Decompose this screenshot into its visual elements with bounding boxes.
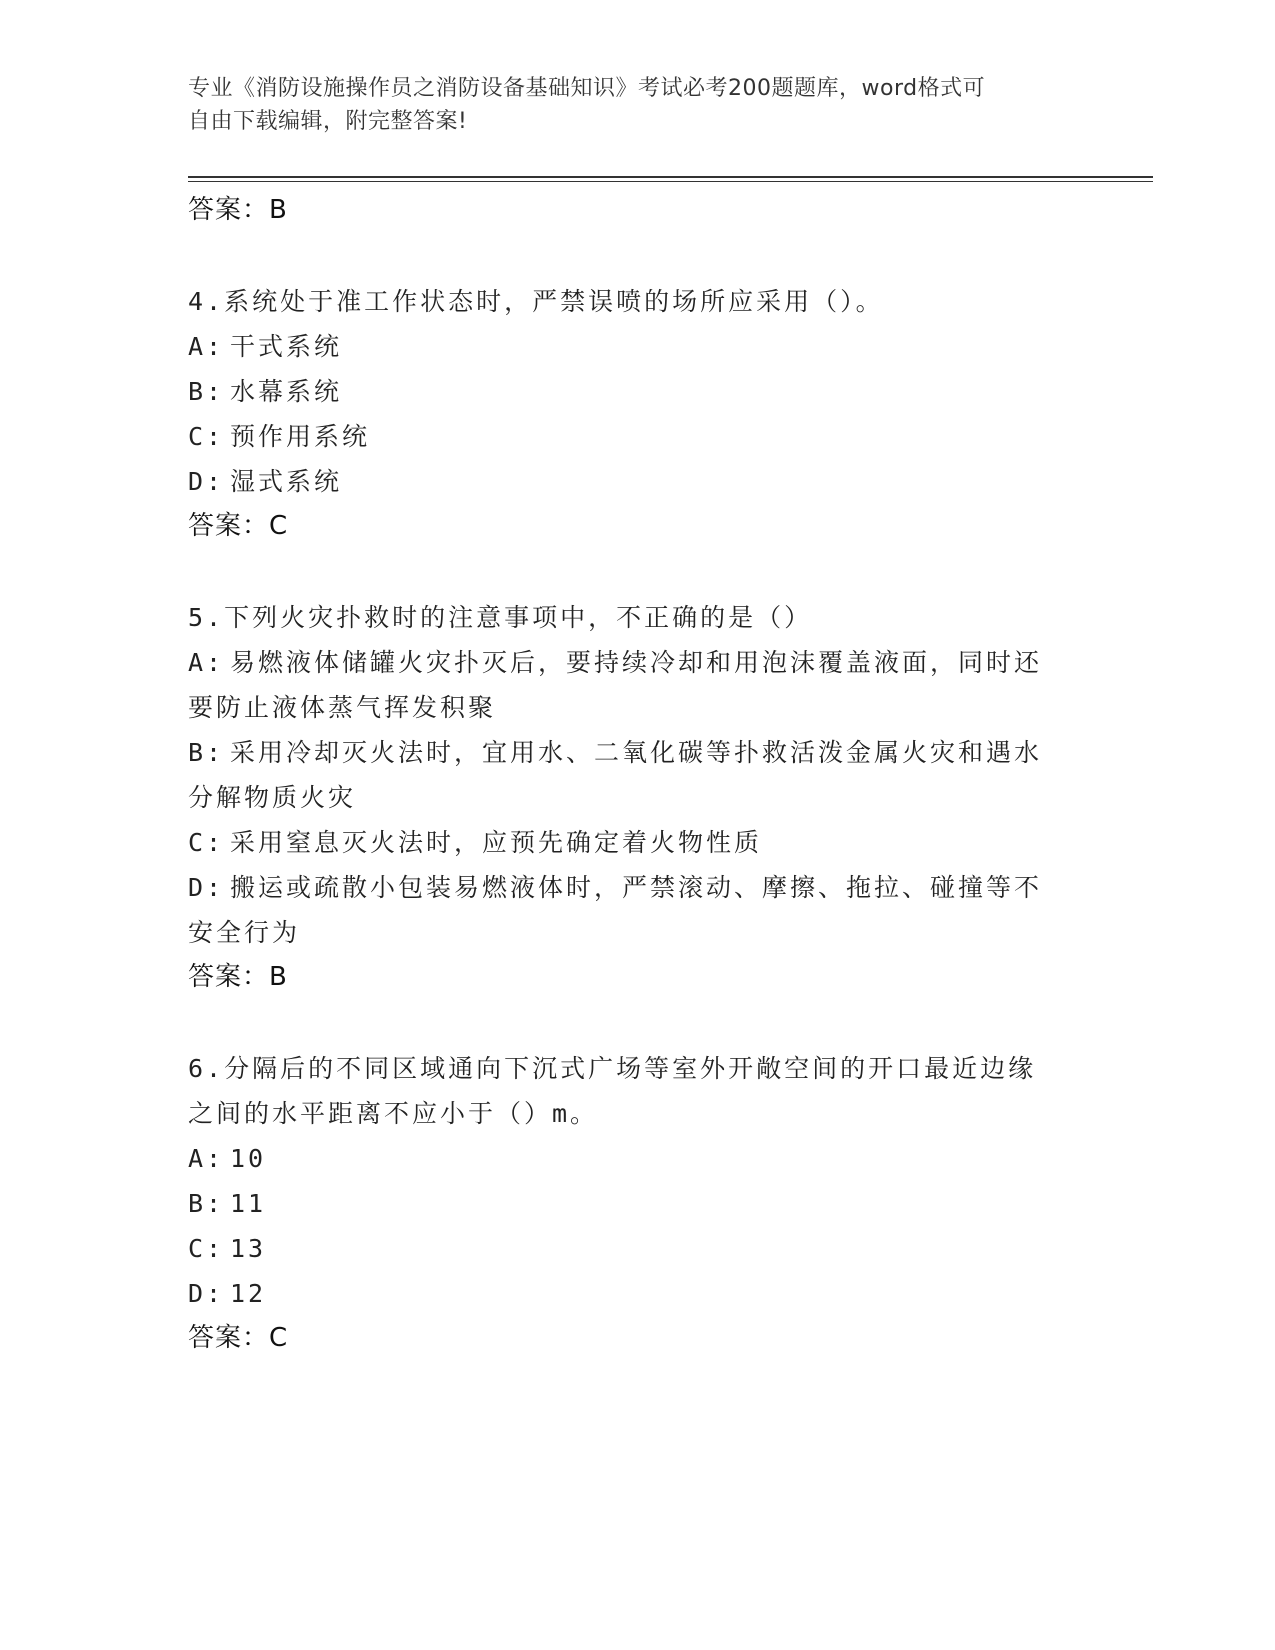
spacer <box>188 1000 1088 1046</box>
option-c <box>188 414 1088 459</box>
option-text: 预作用系统 <box>230 422 371 451</box>
spacer <box>188 233 1088 279</box>
option-text: 10 <box>230 1144 267 1173</box>
option-text: 干式系统 <box>230 332 343 361</box>
document-header <box>188 72 1088 138</box>
question-block <box>188 1046 1088 1361</box>
option-text: 湿式系统 <box>230 467 343 496</box>
option-prefix: B: <box>188 1189 225 1218</box>
option-prefix: A: <box>188 648 225 677</box>
option-prefix: B: <box>188 738 225 767</box>
option-prefix: B: <box>188 377 225 406</box>
header-rule-thin <box>188 181 1153 182</box>
option-b <box>188 730 1088 775</box>
option-d <box>188 1271 1088 1316</box>
question-stem: 4.系统处于准工作状态时，严禁误喷的场所应采用（）。 <box>188 287 884 316</box>
option-prefix: D: <box>188 467 225 496</box>
option-prefix: A: <box>188 1144 225 1173</box>
answer-line: 答案：C <box>188 1323 289 1353</box>
answer-line: 答案：B <box>188 962 288 992</box>
option-prefix: C: <box>188 422 225 451</box>
question-block <box>188 279 1088 549</box>
option-prefix: C: <box>188 1234 225 1263</box>
option-text: 12 <box>230 1279 267 1308</box>
option-c <box>188 820 1088 865</box>
option-a <box>188 324 1088 369</box>
option-a <box>188 1136 1088 1181</box>
question-stem-continued: 之间的水平距离不应小于（）m。 <box>188 1099 599 1128</box>
answer-line: 答案：C <box>188 511 289 541</box>
option-text: 采用窒息灭火法时，应预先确定着火物性质 <box>230 828 763 857</box>
option-prefix: A: <box>188 332 225 361</box>
option-prefix: C: <box>188 828 225 857</box>
option-b <box>188 369 1088 414</box>
option-text: 采用冷却灭火法时，宜用水、二氧化碳等扑救活泼金属火灾和遇水 <box>230 738 1043 767</box>
question-stem: 5.下列火灾扑救时的注意事项中，不正确的是（） <box>188 603 813 632</box>
header-line-1: 专业《消防设施操作员之消防设备基础知识》考试必考200题题库，word格式可 <box>188 76 986 101</box>
previous-answer: 答案：B <box>188 195 288 225</box>
option-prefix: D: <box>188 1279 225 1308</box>
spacer <box>188 549 1088 595</box>
question-content <box>188 188 1088 1361</box>
option-text: 水幕系统 <box>230 377 343 406</box>
option-prefix: D: <box>188 873 225 902</box>
option-a-continued: 要防止液体蒸气挥发积聚 <box>188 693 497 722</box>
question-block <box>188 595 1088 1000</box>
option-c <box>188 1226 1088 1271</box>
option-text: 易燃液体储罐火灾扑灭后，要持续冷却和用泡沫覆盖液面，同时还 <box>230 648 1043 677</box>
option-text: 搬运或疏散小包装易燃液体时，严禁滚动、摩擦、拖拉、碰撞等不 <box>230 873 1043 902</box>
header-line-2: 自由下载编辑，附完整答案! <box>188 109 468 134</box>
option-b <box>188 1181 1088 1226</box>
option-text: 11 <box>230 1189 267 1218</box>
option-a <box>188 640 1088 685</box>
question-stem: 6.分隔后的不同区域通向下沉式广场等室外开敞空间的开口最近边缘 <box>188 1054 1037 1083</box>
option-b-continued: 分解物质火灾 <box>188 783 357 812</box>
option-d-continued: 安全行为 <box>188 918 301 947</box>
header-rule-thick <box>188 176 1153 178</box>
option-text: 13 <box>230 1234 267 1263</box>
option-d <box>188 865 1088 910</box>
option-d <box>188 459 1088 504</box>
